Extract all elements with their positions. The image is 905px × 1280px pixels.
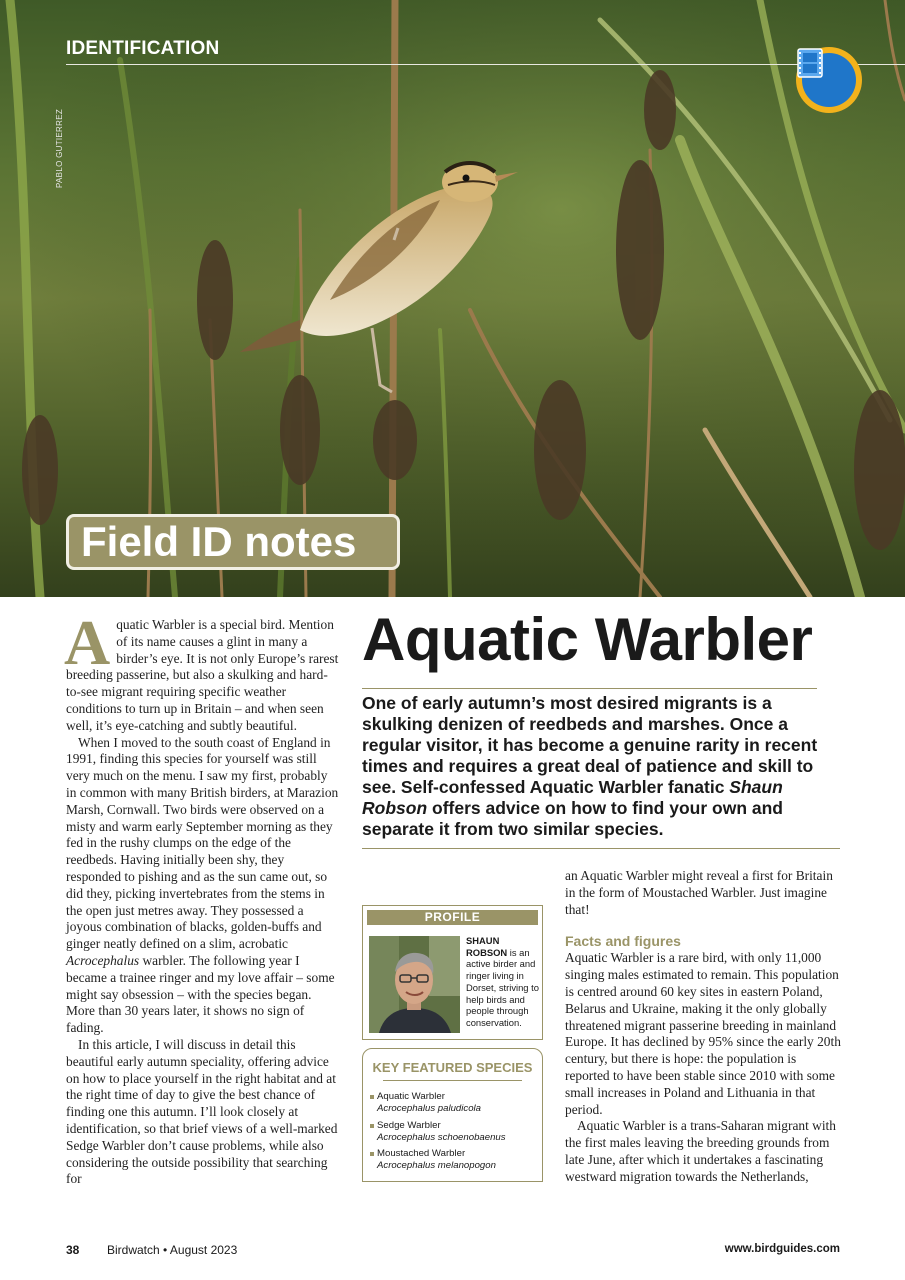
website-url[interactable]: www.birdguides.com (724, 1243, 840, 1255)
profile-name: SHAUN ROBSON (466, 935, 508, 958)
standfirst-rule-bottom (362, 848, 840, 849)
profile-box (362, 905, 543, 1040)
paragraph-4: an Aquatic Warbler might reveal a first for Britain in the form of Moustached Warbler. Just imagine that! (565, 868, 833, 917)
video-badge[interactable] (796, 47, 862, 113)
species-list (370, 1091, 540, 1177)
species-item: Sedge Warbler Acrocephalus schoenobaenus (370, 1120, 540, 1145)
paragraph-6: Aquatic Warbler is a trans-Saharan migrant with the first males leaving the breeding grounds from late June, after which it undertakes a fascinating westward migration towards the Netherlands, (565, 1118, 836, 1184)
author-name: Shaun Robson (362, 777, 783, 818)
section-rule (66, 64, 905, 65)
standfirst: One of early autumn’s most desired migrants is a skulking denizen of reedbeds and marshes. Once a regular visitor, it has become a genuine rarity in recent times and requires a great deal of patience and skill to see. Self-confessed Aquatic Warbler fanatic Shaun Robson offers advice on how to find your own and separate it from two similar species. (362, 693, 818, 839)
species-item: Moustached Warbler Acrocephalus melanopogon (370, 1148, 540, 1173)
subhead-facts: Facts and figures (565, 933, 681, 950)
series-title-badge: Field ID notes (66, 514, 400, 570)
body-column-3 (565, 868, 842, 1186)
author-photo (369, 936, 460, 1033)
profile-bio: SHAUN ROBSON is an active birder and ringer living in Dorset, striving to help birds and people through conservation. (466, 935, 539, 1028)
section-label: IDENTIFICATION (66, 38, 220, 59)
bullet-square-icon (370, 1124, 374, 1128)
standfirst-rule-top (362, 688, 817, 689)
drop-cap: A (64, 607, 111, 678)
bullet-square-icon (370, 1095, 374, 1099)
bullet-square-icon (370, 1152, 374, 1156)
profile-heading: PROFILE (367, 910, 538, 925)
hero-photo (0, 0, 905, 597)
body-column-1 (64, 607, 340, 1188)
key-species-box (362, 1048, 543, 1182)
paragraph-1: Aquatic Warbler is a special bird. Mention of its name causes a glint in many a birder’s eye. It is not only Europe’s rarest breeding passerine, but also a skulking and hard-to-see migrant requiring specific weather conditions to turn up in Britain – and when seen well, it’s eye-catching and subtly beautiful. (64, 607, 339, 733)
photo-credit: PABLO GUTIERREZ (55, 108, 64, 188)
key-species-heading: KEY FEATURED SPECIES (372, 1060, 533, 1075)
publication-info: Birdwatch • August 2023 (107, 1243, 238, 1257)
species-item: Aquatic Warbler Acrocephalus paludicola (370, 1091, 540, 1116)
paragraph-3: In this article, I will discuss in detail this beautiful early autumn speciality, offering advice on how to place yourself in the right habitat and at the right time of day to give the best chance of finding one this autumn. I’ll look closely at identification, so that brief views of a well-marked Sedge Warbler don’t cause problems, while also considering the outside possibility that searching for (66, 1036, 338, 1187)
paragraph-5: Aquatic Warbler is a rare bird, with only 11,000 singing males estimated to remain. This population is centred around 60 key sites in eastern Poland, Belarus and Ukraine, making it the only globally threatened migrant passerine breeding in mainland Europe. It has declined by 95% since the early 20th century, but there is hope: the population is reported to have been stable since 2010 with some small increases in Poland and Lithuania in that period. (565, 950, 841, 1117)
page-number: 38 (66, 1243, 80, 1257)
video-film-icon (796, 47, 824, 79)
article-title: Aquatic Warbler (362, 606, 813, 673)
paragraph-2: When I moved to the south coast of England in 1991, finding this species for yourself was still very much on the menu. I saw my first, probably in common with many British birders, at Marazion Marsh, Cornwall. Two birds were observed on a misty and warm early September morning as they fed in the rushy clumps on the edge of the reedbeds. Having initially been shy, they responded to pishing and as the sun came out, so did they, picking invertebrates from the stems in the open just metres away. They possessed a joyous combination of blacks, golden-buffs and ginger neatly defined on a slim, acrobatic Acrocephalus warbler. The following year I became a trainee ringer and my love affair – some might say obsession – with the species began. More than 30 years later, it shows no sign of fading. (66, 734, 339, 1036)
reedbed-bird-illustration (0, 0, 905, 597)
